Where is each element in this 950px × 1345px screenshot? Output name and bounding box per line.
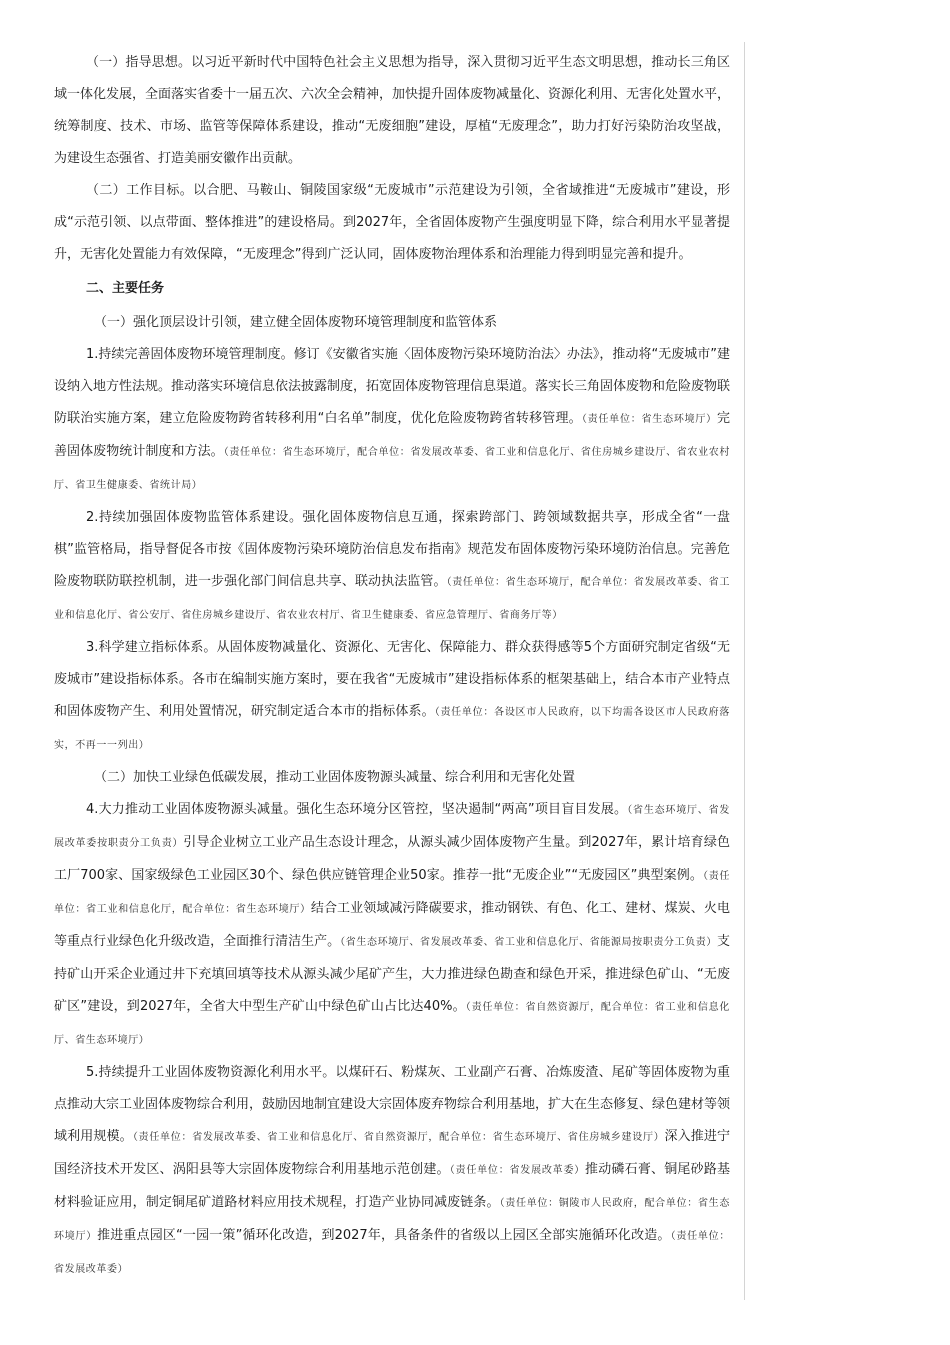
task-item-5 xyxy=(54,1057,730,1286)
task-4-text-a: 4.大力推动工业固体废物源头减量。强化生态环境分区管控，坚决遏制“两高”项目盲目发展。 xyxy=(86,802,628,817)
task-1-responsibility-b: （责任单位：省生态环境厅，配合单位：省发展改革委、省工业和信息化厅、省住房城乡建设厅、省农业农村厅、省卫生健康委、省统计局） xyxy=(54,447,730,491)
task-5-text-d: 推进重点园区“一园一策”循环化改造，到2027年，具备条件的省级以上园区全部实施循环化改造。 xyxy=(97,1228,671,1243)
subsection-heading-1: （一）强化顶层设计引领，建立健全固体废物环境管理制度和监管体系 xyxy=(94,315,498,330)
page-margin-rule xyxy=(744,42,745,1300)
work-goals-paragraph: （二）工作目标。以合肥、马鞍山、铜陵国家级“无废城市”示范建设为引领，全省域推进“无废城市”建设，形成“示范引领、以点带面、整体推进”的建设格局。到2027年，全省固体废物产生强度明显下降，综合利用水平显著提升，无害化处置能力有效保障，“无废理念”得到广泛认同，固体废物治理体系和治理能力得到明显完善和提升。 xyxy=(54,183,730,262)
task-5-responsibility-b: （责任单位：省发展改革委） xyxy=(449,1165,586,1176)
task-1-text-b: 完善固体废物统计制度和方法。 xyxy=(54,411,730,459)
subsection-heading-2: （二）加快工业绿色低碳发展，推动工业固体废物源头减量、综合利用和无害化处置 xyxy=(94,770,576,785)
task-5-text-a: 5.持续提升工业固体废物资源化利用水平。以煤矸石、粉煤灰、工业副产石膏、冶炼废渣、尾矿等固体废物为重点推动大宗工业固体废物综合利用，鼓励因地制宜建设大宗固体废弃物综合利用基地，扩大在生态修复、绿色建材等领域利用规模。 xyxy=(54,1065,731,1144)
task-4-text-d: 支持矿山开采企业通过井下充填回填等技术从源头减少尾矿产生，大力推进绿色勘查和绿色开采，推进绿色矿山、“无废矿区”建设，到2027年，全省大中型生产矿山中绿色矿山占比达40%。 xyxy=(54,934,730,1014)
task-3-responsibility-a: （责任单位：各设区市人民政府，以下均需各设区市人民政府落实，不再一一列出） xyxy=(54,707,730,751)
task-1-responsibility-a: （责任单位：省生态环境厅） xyxy=(581,414,717,425)
section-heading-main-tasks: 二、主要任务 xyxy=(86,281,165,296)
document-body xyxy=(54,47,730,1286)
task-2-responsibility-a: （责任单位：省生态环境厅，配合单位：省发展改革委、省工业和信息化厅、省公安厅、省住房城乡建设厅、省农业农村厅、省卫生健康委、省应急管理厅、省商务厅等） xyxy=(54,577,730,621)
task-item-4 xyxy=(54,794,730,1057)
task-4-responsibility-a: （省生态环境厅、省发展改革委按职责分工负责） xyxy=(54,805,731,849)
task-item-1 xyxy=(54,339,730,502)
task-2-text-a: 2.持续加强固体废物监管体系建设。强化固体废物信息互通，探索跨部门、跨领域数据共享，形成全省“一盘棋”监管格局，指导督促各市按《固体废物污染环境防治信息发布指南》规范发布固体废物污染环境防治信息。完善危险废物联防联控机制，进一步强化部门间信息共享、联动执法监管。 xyxy=(54,510,730,589)
task-3-text-a: 3.科学建立指标体系。从固体废物减量化、资源化、无害化、保障能力、群众获得感等5个方面研究制定省级“无废城市”建设指标体系。各市在编制实施方案时，要在我省“无废城市”建设指标体系的框架基础上，结合本市产业特点和固体废物产生、利用处置情况，研究制定适合本市的指标体系。 xyxy=(54,640,730,719)
guiding-ideology-paragraph: （一）指导思想。以习近平新时代中国特色社会主义思想为指导，深入贯彻习近平生态文明思想，推动长三角区域一体化发展，全面落实省委十一届五次、六次全会精神，加快提升固体废物减量化、资源化利用、无害化处置水平，统筹制度、技术、市场、监管等保障体系建设，推动“无废细胞”建设，厚植“无废理念”，助力打好污染防治攻坚战，为建设生态强省、打造美丽安徽作出贡献。 xyxy=(54,55,731,166)
task-5-text-c: 推动磷石膏、铜尾砂路基材料验证应用，制定铜尾矿道路材料应用技术规程，打造产业协同减废链条。 xyxy=(54,1162,730,1210)
task-4-responsibility-d: （责任单位：省自然资源厅，配合单位：省工业和信息化厅、省生态环境厅） xyxy=(54,1002,730,1046)
task-item-3 xyxy=(54,632,730,762)
task-5-responsibility-a: （责任单位：省发展改革委、省工业和信息化厅、省自然资源厅，配合单位：省生态环境厅、省住房城乡建设厅） xyxy=(132,1132,665,1143)
task-4-responsibility-b: （责任单位：省工业和信息化厅，配合单位：省生态环境厅） xyxy=(54,871,730,915)
task-5-text-b: 深入推进宁国经济技术开发区、涡阳县等大宗固体废物综合利用基地示范创建。 xyxy=(54,1129,730,1177)
task-item-2 xyxy=(54,502,730,632)
task-1-text-a: 1.持续完善固体废物环境管理制度。修订《安徽省实施〈固体废物污染环境防治法〉办法》，推动将“无废城市”建设纳入地方性法规。推动落实环境信息依法披露制度，拓宽固体废物管理信息渠道。落实长三角固体废物和危险废物联防联治实施方案，建立危险废物跨省转移利用“白名单”制度，优化危险废物跨省转移管理。 xyxy=(54,347,731,426)
task-4-responsibility-c: （省生态环境厅、省发展改革委、省工业和信息化厅、省能源局按职责分工负责） xyxy=(340,937,717,948)
task-4-text-b: 引导企业树立工业产品生态设计理念，从源头减少固体废物产生量。到2027年，累计培育绿色工厂700家、国家级绿色工业园区30个、绿色供应链管理企业50家。推荐一批“无废企业”“无废园区”典型案例。 xyxy=(54,835,730,883)
task-4-text-c: 结合工业领域减污降碳要求，推动钢铁、有色、化工、建材、煤炭、火电等重点行业绿色化升级改造，全面推行清洁生产。 xyxy=(54,901,730,949)
task-5-responsibility-d: （责任单位：省发展改革委） xyxy=(54,1231,731,1275)
task-5-responsibility-c: （责任单位：铜陵市人民政府，配合单位：省生态环境厅） xyxy=(54,1198,730,1242)
